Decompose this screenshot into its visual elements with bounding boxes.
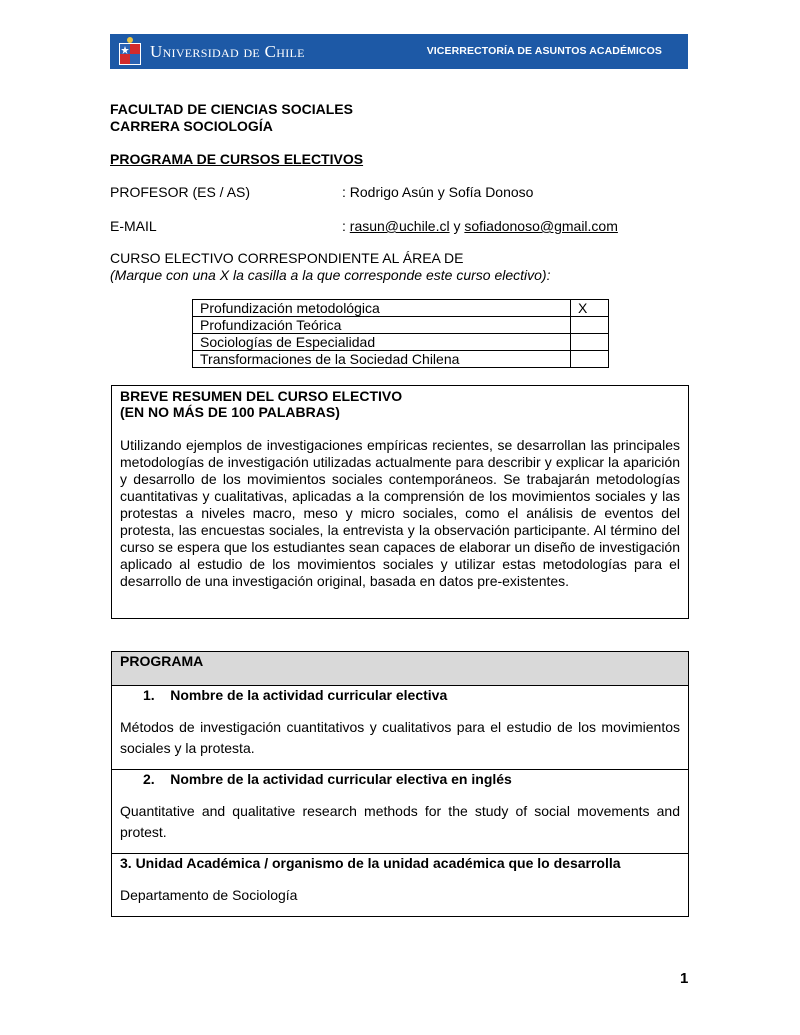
item-1-number: 1.	[143, 687, 155, 703]
email-join: y	[449, 218, 465, 234]
item-3-value: Departamento de Sociología	[120, 887, 298, 903]
area-mark[interactable]	[571, 317, 609, 334]
programa-header: PROGRAMA	[112, 652, 688, 686]
page-number: 1	[680, 970, 689, 987]
summary-title: BREVE RESUMEN DEL CURSO ELECTIVO	[120, 388, 403, 404]
summary-subtitle: (EN NO MÁS DE 100 PALABRAS)	[120, 404, 340, 420]
item-1-title-text: Nombre de la actividad curricular electiva	[170, 687, 448, 703]
email-value	[342, 218, 618, 235]
item-1-title	[120, 687, 680, 704]
item-3-title: 3. Unidad Académica / organismo de la unidad académica que lo desarrolla	[120, 855, 621, 871]
item-2-title-text: Nombre de la actividad curricular electiva en inglés	[170, 771, 512, 787]
area-row	[193, 317, 609, 334]
header-banner	[110, 34, 688, 69]
item-2-value: Quantitative and qualitative research methods for the study of social movements and protest.	[120, 803, 680, 840]
area-row	[193, 351, 609, 368]
area-table	[192, 299, 609, 368]
programa-item-3	[112, 854, 688, 918]
item-1-value: Métodos de investigación cuantitativos y cualitativos para el estudio de los movimientos sociales y la protesta.	[120, 719, 680, 756]
email-link-2[interactable]: sofiadonoso@gmail.com	[464, 218, 618, 234]
email-prefix: :	[342, 218, 350, 234]
area-label: Profundización metodológica	[193, 300, 571, 317]
professor-label: PROFESOR (ES / AS)	[110, 184, 251, 200]
area-row	[193, 334, 609, 351]
item-2-number: 2.	[143, 771, 155, 787]
professor-value: : Rodrigo Asún y Sofía Donoso	[342, 184, 534, 200]
item-2-title	[120, 771, 680, 788]
office-name: VICERRECTORÍA DE ASUNTOS ACADÉMICOS	[426, 45, 662, 57]
area-mark[interactable]	[571, 351, 609, 368]
programa-item-2	[112, 770, 688, 854]
area-row	[193, 300, 609, 317]
area-label: Transformaciones de la Sociedad Chilena	[193, 351, 571, 368]
university-crest-icon	[118, 37, 142, 66]
area-label: Sociologías de Especialidad	[193, 334, 571, 351]
email-link-1[interactable]: rasun@uchile.cl	[349, 218, 450, 234]
area-mark[interactable]	[571, 334, 609, 351]
program-title: PROGRAMA DE CURSOS ELECTIVOS	[110, 151, 364, 167]
university-name: Universidad de Chile	[150, 41, 305, 61]
programa-item-1	[112, 686, 688, 770]
faculty-title: FACULTAD DE CIENCIAS SOCIALES	[110, 101, 353, 117]
career-title: CARRERA SOCIOLOGÍA	[110, 118, 273, 134]
programa-table	[111, 651, 689, 917]
summary-box	[111, 385, 689, 619]
summary-body: Utilizando ejemplos de investigaciones empíricas recientes, se desarrollan las principales metodologías de investigación utilizadas actualmente para describir y explicar la aparición y desarrollo de los movimientos sociales contemporáneos. Se trabajarán metodologías cuantitativas y cualitativas, aplicadas a la comprensión de los movimientos sociales y las protestas a niveles macro, meso y micro sociales, como el análisis de eventos del protesta, las encuestas sociales, la entrevista y la observación participante. Al término del curso se espera que los estudiantes sean capaces de elaborar un diseño de investigación aplicado al estudio de los movimientos sociales y utilizar estas metodologías para el desarrollo de una investigación original, basada en datos pre-existentes.	[120, 437, 680, 589]
email-label: E-MAIL	[110, 218, 157, 234]
area-instruction: (Marque con una X la casilla a la que corresponde este curso electivo):	[110, 267, 551, 283]
area-label: Profundización Teórica	[193, 317, 571, 334]
area-mark[interactable]: X	[571, 300, 609, 317]
area-heading: CURSO ELECTIVO CORRESPONDIENTE AL ÁREA DE	[110, 250, 464, 266]
